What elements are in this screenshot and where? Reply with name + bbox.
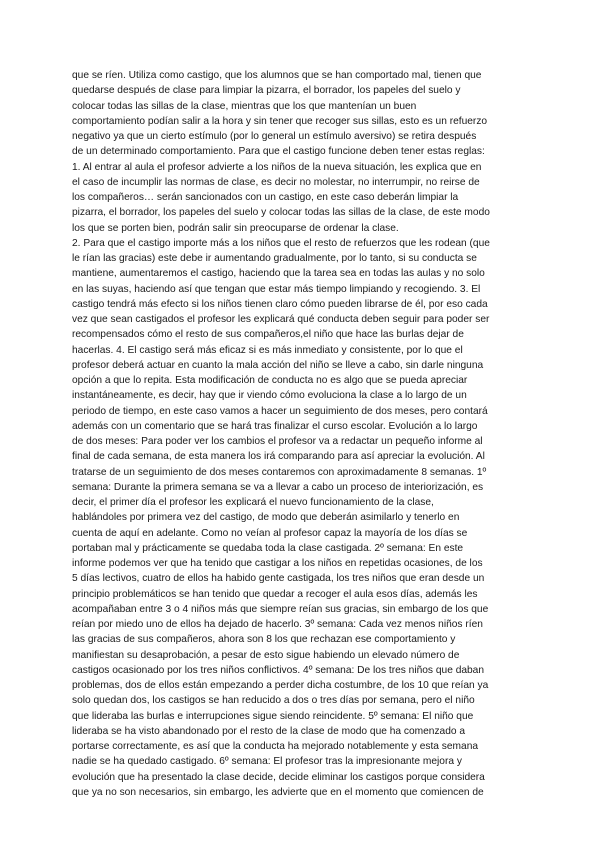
text-line: semana: Durante la primera semana se va a llevar a cabo un proceso de interiorización, es <box>72 481 484 493</box>
text-line: portaban mal y prácticamente se quedaba toda la clase castigada. 2º semana: En este <box>72 542 464 554</box>
text-line: hablándoles por primera vez del castigo, de modo que deberán asimilarlo y tenerlo en <box>72 512 460 524</box>
text-line: problemas, dos de ellos están empezando a perder dicha costumbre, de los 10 que reían ya <box>72 680 489 691</box>
text-line: evolución que ha presentado la clase decide, decide eliminar los castigos porque considera <box>72 771 485 783</box>
text-line: negativo ya que un cierto estímulo (por lo general un estímulo aversivo) se retira después <box>72 131 477 142</box>
text-line: final de cada semana, de esta manera los irá comparando para así apreciar la evolución. Al <box>72 451 485 463</box>
text-line: manifiestan su desaprobación, a pesar de esto sigue habiendo un elevado número de <box>72 649 460 661</box>
text-line: además con un comentario que se hará tras finalizar el curso escolar. Evolución a lo largo <box>72 420 478 432</box>
text-line: instantáneamente, es decir, hay que ir viendo cómo evoluciona la clase a lo largo de un <box>72 390 467 402</box>
text-line: recompensados cómo el resto de sus compañeros,el niño que hace las burlas dejar de <box>72 329 464 341</box>
text-line: los que se porten bien, podrán salir sin preocuparse de ordenar la clase. <box>72 222 399 234</box>
text-line: portarse correctamente, es así que la conducta ha mejorado notablemente y esta semana <box>72 741 479 752</box>
text-line: opción a que lo repita. Esta modificación de conducta no es algo que se pueda apreciar <box>72 375 468 386</box>
text-line: quedarse después de clase para limpiar la pizarra, el borrador, los papeles del suelo y <box>72 85 461 97</box>
text-line: periodo de tiempo, en este caso vamos a hacer un seguimiento de dos meses, pero contará <box>72 405 488 417</box>
text-line: acompañaban entre 3 o 4 niños más que siempre reían sus gracias, sin embargo de los que <box>72 603 489 615</box>
text-line: el caso de incumplir las normas de clase, es decir no molestar, no interrumpir, no reirse de <box>72 176 480 188</box>
text-line: principio problemáticos se han tenido que quedar a recoger el aula esos días, además les <box>72 588 478 600</box>
text-line: vez que sean castigados el profesor les explicará qué conducta deben seguir para poder ser <box>72 314 490 325</box>
text-line: tratarse de un seguimiento de dos meses contaremos con aproximadamente 8 semanas. 1º <box>72 466 487 478</box>
text-line: nadie se ha quedado castigado. 6º semana: El profesor tras la impresionante mejora y <box>72 756 462 768</box>
text-line: solo quedan dos, los castigos se han reducido a dos o tres días por semana, pero el niño <box>72 695 475 707</box>
text-line: 5 días lectivos, cuatro de ellos ha habido gente castigada, los tres niños que eran desde un <box>72 573 485 585</box>
text-line: en las suyas, haciendo así que tengan que estar más tiempo limpiando y recogiendo. 3. El <box>72 283 481 295</box>
text-line: hacerlas. 4. El castigo será más eficaz si es más inmediato y consistente, por lo que el <box>72 344 463 356</box>
text-line: mantiene, aumentaremos el castigo, haciendo que la tarea sea en todas las aulas y no solo <box>72 268 485 280</box>
text-line: colocar todas las sillas de la clase, mientras que los que mantenían un buen <box>72 100 417 112</box>
text-line: 1. Al entrar al aula el profesor advierte a los niños de la nueva situación, les explica que en <box>72 161 482 173</box>
text-line: lideraba se ha visto abandonado por el resto de la clase de modo que ha comenzado a <box>72 725 466 737</box>
body-text <box>72 68 522 800</box>
text-line: castigo tendrá más efecto si los niños tienen claro cómo pueden librarse de él, por eso cada <box>72 298 488 310</box>
text-line: castigos ocasionado por los tres niños conflictivos. 4º semana: De los tres niños que daban <box>72 664 485 676</box>
text-line: comportamiento podían salir a la hora y sin tener que recoger sus sillas, esto es un refuerzo <box>72 115 488 127</box>
text-line: pizarra, el borrador, los papeles del suelo y colocar todas las sillas de la clase, de este modo <box>72 207 490 219</box>
text-line: de un determinado comportamiento. Para que el castigo funcione deben tener estas reglas: <box>72 146 485 158</box>
text-line: que ya no son necesarios, sin embargo, les advierte que en el momento que comiencen de <box>72 786 484 798</box>
text-line: cuenta de aquí en adelante. Como no veían al profesor capaz la mayoría de los días se <box>72 527 468 539</box>
text-line: profesor deberá actuar en cuanto la mala acción del niño se lleve a cabo, sin darle ninguna <box>72 359 484 371</box>
text-line: 2. Para que el castigo importe más a los niños que el resto de refuerzos que les rodean (que <box>72 237 490 249</box>
text-line: informe podemos ver que ha tenido que castigar a los niños en repetidas ocasiones, de los <box>72 558 483 569</box>
text-line: que lideraba las burlas e interrupciones sigue siendo reincidente. 5º semana: El niño que <box>72 710 474 722</box>
text-line: que se ríen. Utiliza como castigo, que los alumnos que se han comportado mal, tienen que <box>72 70 482 81</box>
text-line: de dos meses: Para poder ver los cambios el profesor va a redactar un pequeño informe al <box>72 436 483 447</box>
text-line: decir, el primer día el profesor les explicará el nuevo funcionamiento de la clase, <box>72 497 434 508</box>
text-line: reían por miedo uno de ellos ha dejado de hacerlo. 3º semana: Cada vez menos niños ríen <box>72 619 483 630</box>
text-line: le rían las gracias) este debe ir aumentando gradualmente, por lo tanto, si su conducta se <box>72 253 477 264</box>
text-line: los compañeros… serán sancionados con un castigo, en este caso deberán limpiar la <box>72 192 459 203</box>
text-line: las gracias de sus compañeros, ahora son 8 los que rechazan ese comportamiento y <box>72 634 456 646</box>
